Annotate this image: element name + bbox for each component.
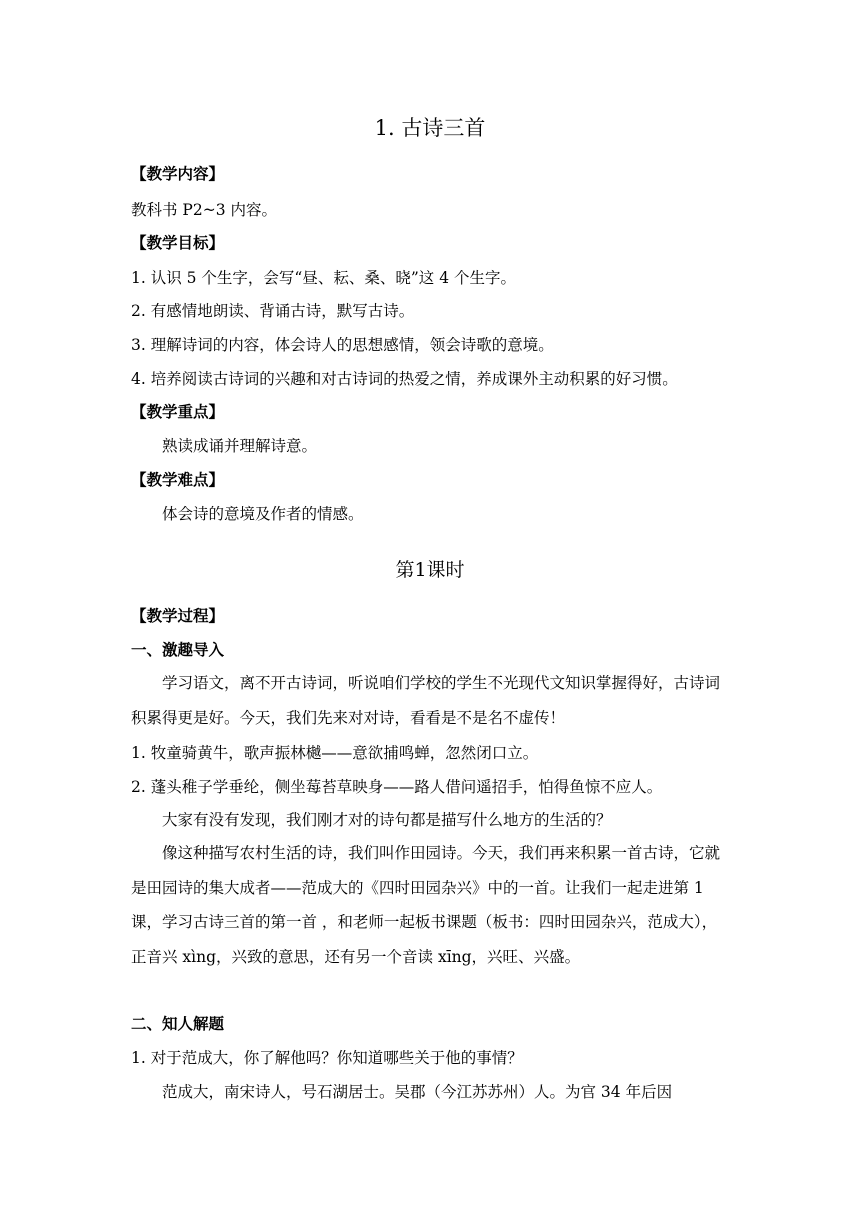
goal-item-2: 2. 有感情地朗读、背诵古诗，默写古诗。	[131, 302, 415, 320]
difficulty-text: 体会诗的意境及作者的情感。	[162, 505, 364, 523]
lesson-title: 第1课时	[395, 559, 465, 581]
couplet-1: 1. 牧童骑黄牛，歌声振林樾——意欲捕鸣蝉，忽然闭口立。	[131, 744, 539, 762]
intro-paragraph: 学习语文，离不开古诗词，听说咱们学校的学生不光现代文知识掌握得好，古诗词积累得更是好。今天，我们先来对对诗，看看是不是名不虚传！	[131, 674, 721, 727]
pastoral-poem-paragraph: 像这种描写农村生活的诗，我们叫作田园诗。今天，我们再来积累一首古诗，它就是田园诗的集大成者——范成大的《四时田园杂兴》中的一首。让我们一起走进第 1 课，学习古诗三首的第一首 ，和老师一起板书课题（板书：四时田园杂兴，范成大），正音兴 xìng，兴致的意思，还有另一个音读 xīng，兴旺、兴盛。	[131, 844, 721, 966]
goal-item-4: 4. 培养阅读古诗词的兴趣和对古诗词的热爱之情，养成课外主动积累的好习惯。	[131, 370, 678, 388]
process-heading-text: 教学过程	[146, 606, 209, 625]
part2-heading: 二、知人解题	[131, 1014, 225, 1033]
question-paragraph: 大家有没有发现，我们刚才对的诗句都是描写什么地方的生活的？	[162, 811, 612, 829]
part1-heading: 一、激趣导入	[131, 640, 225, 659]
document-title: 1. 古诗三首	[374, 116, 486, 140]
key-heading-text: 教学重点	[146, 402, 209, 421]
content-heading-text: 教学内容	[146, 164, 209, 183]
goals-heading-text: 教学目标	[146, 233, 209, 252]
couplet-2: 2. 蓬头稚子学垂纶，侧坐莓苔草映身——路人借问遥招手，怕得鱼惊不应人。	[131, 778, 663, 796]
author-question: 1. 对于范成大，你了解他吗？你知道哪些关于他的事情？	[131, 1049, 523, 1067]
goal-item-1: 1. 认识 5 个生字，会写“昼、耘、桑、晓”这 4 个生字。	[131, 269, 516, 287]
key-heading: 【教学重点】	[131, 402, 225, 421]
difficulty-heading: 【教学难点】	[131, 470, 225, 489]
difficulty-heading-text: 教学难点	[146, 470, 209, 489]
key-text: 熟读成诵并理解诗意。	[162, 437, 318, 455]
content-heading: 【教学内容】	[131, 164, 225, 183]
author-paragraph: 范成大，南宋诗人，号石湖居士。吴郡（今江苏苏州）人。为官 34 年后因	[162, 1083, 673, 1101]
process-heading: 【教学过程】	[131, 606, 225, 625]
goal-item-3: 3. 理解诗词的内容，体会诗人的思想感情，领会诗歌的意境。	[131, 336, 554, 354]
goals-heading: 【教学目标】	[131, 233, 225, 252]
content-text: 教科书 P2~3 内容。	[131, 201, 277, 219]
